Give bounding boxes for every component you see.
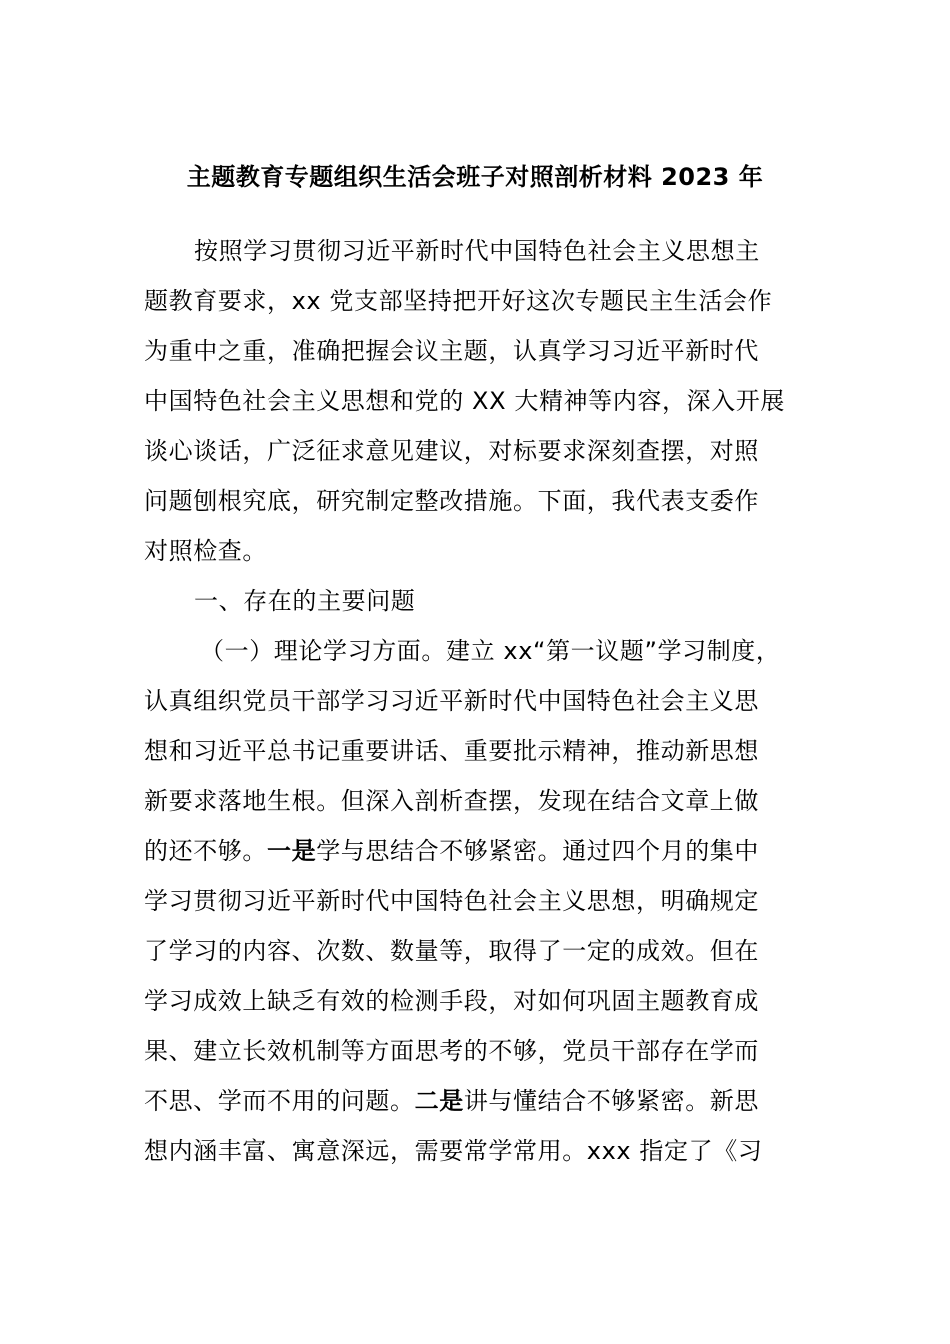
paragraph-line: 认真组织党员干部学习习近平新时代中国特色社会主义思 bbox=[144, 687, 759, 715]
subsection-heading-line: （一）理论学习方面。建立 xx“第一议题”学习制度， bbox=[200, 637, 781, 665]
paragraph-line: 学习贯彻习近平新时代中国特色社会主义思想，明确规定 bbox=[144, 887, 759, 915]
paragraph-line: 问题刨根究底，研究制定整改措施。下面，我代表支委作 bbox=[144, 487, 759, 515]
paragraph-line: 想和习近平总书记重要讲话、重要批示精神，推动新思想 bbox=[144, 737, 759, 765]
paragraph-line: 谈心谈话，广泛征求意见建议，对标要求深刻查摆，对照 bbox=[144, 437, 759, 465]
section-heading: 一、存在的主要问题 bbox=[194, 587, 416, 615]
paragraph-line: 中国特色社会主义思想和党的 XX 大精神等内容，深入开展 bbox=[144, 387, 785, 415]
paragraph-line bbox=[144, 1084, 759, 1118]
line-text: 学与思结合不够紧密。通过四个月的集中 bbox=[316, 837, 760, 865]
paragraph-line: 对照检查。 bbox=[144, 537, 267, 565]
paragraph-line: 题教育要求，xx 党支部坚持把开好这次专题民主生活会作 bbox=[144, 287, 773, 315]
paragraph-line: 想内涵丰富、寓意深远，需要常学常用。xxx 指定了《习 bbox=[144, 1137, 763, 1165]
line-text: 的还不够。 bbox=[144, 837, 267, 865]
line-text: 不思、学而不用的问题。 bbox=[144, 1087, 415, 1115]
paragraph-line: 了学习的内容、次数、数量等，取得了一定的成效。但在 bbox=[144, 937, 759, 965]
paragraph-line bbox=[144, 834, 759, 868]
paragraph-line: 为重中之重，准确把握会议主题，认真学习习近平新时代 bbox=[144, 337, 759, 365]
paragraph-line: 按照学习贯彻习近平新时代中国特色社会主义思想主 bbox=[194, 237, 760, 265]
paragraph-line: 学习成效上缺乏有效的检测手段，对如何巩固主题教育成 bbox=[144, 987, 759, 1015]
paragraph-line: 果、建立长效机制等方面思考的不够，党员干部存在学而 bbox=[144, 1037, 759, 1065]
line-text: 讲与懂结合不够紧密。新思 bbox=[463, 1087, 760, 1115]
bold-marker: 一是 bbox=[267, 837, 317, 865]
bold-marker: 二是 bbox=[414, 1087, 464, 1115]
document-title: 主题教育专题组织生活会班子对照剖析材料 2023 年 bbox=[186, 163, 764, 191]
paragraph-line: 新要求落地生根。但深入剖析查摆，发现在结合文章上做 bbox=[144, 787, 759, 815]
